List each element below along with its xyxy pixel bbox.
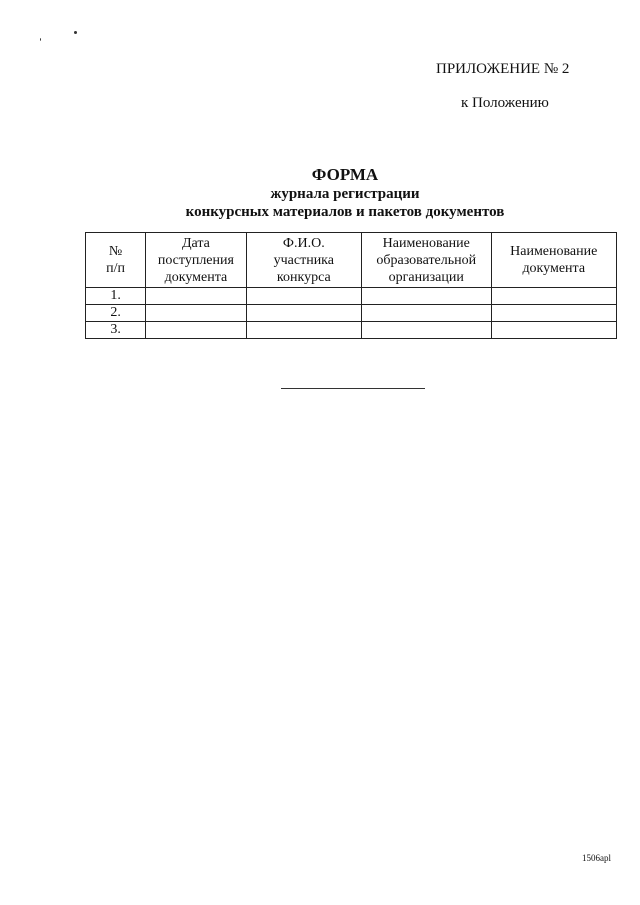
header-organization-name: Наименование образовательной организации [362, 233, 491, 288]
header-number: № п/п [86, 233, 146, 288]
scan-speck [74, 31, 77, 34]
table-cell [246, 288, 361, 305]
form-title-block [0, 165, 640, 221]
registration-journal-table [85, 232, 617, 339]
row-number-cell: 1. [86, 288, 146, 305]
table-header-row [86, 233, 617, 288]
table-cell [246, 305, 361, 322]
appendix-label: ПРИЛОЖЕНИЕ № 2 [436, 61, 570, 77]
table-cell [362, 288, 491, 305]
table-row [86, 322, 617, 339]
table-cell [246, 322, 361, 339]
header-document-name: Наименование документа [491, 233, 617, 288]
table-cell [146, 288, 246, 305]
form-subtitle-line2: конкурсных материалов и пакетов документов [185, 204, 505, 220]
table-cell [491, 305, 617, 322]
form-title: ФОРМА [311, 165, 379, 184]
table-cell [362, 322, 491, 339]
header-receipt-date: Дата поступления документа [146, 233, 246, 288]
scan-speck [40, 38, 41, 41]
header-participant-name: Ф.И.О. участника конкурса [246, 233, 361, 288]
form-subtitle-line1: журнала регистрации [270, 186, 420, 202]
end-separator-line [281, 388, 425, 389]
table-cell [491, 288, 617, 305]
row-number-cell: 2. [86, 305, 146, 322]
table-cell [146, 322, 246, 339]
regulation-reference: к Положению [461, 95, 549, 111]
document-code: 1506apl [582, 853, 611, 863]
table-row [86, 305, 617, 322]
table-row [86, 288, 617, 305]
table-cell [146, 305, 246, 322]
table-cell [362, 305, 491, 322]
row-number-cell: 3. [86, 322, 146, 339]
table-cell [491, 322, 617, 339]
